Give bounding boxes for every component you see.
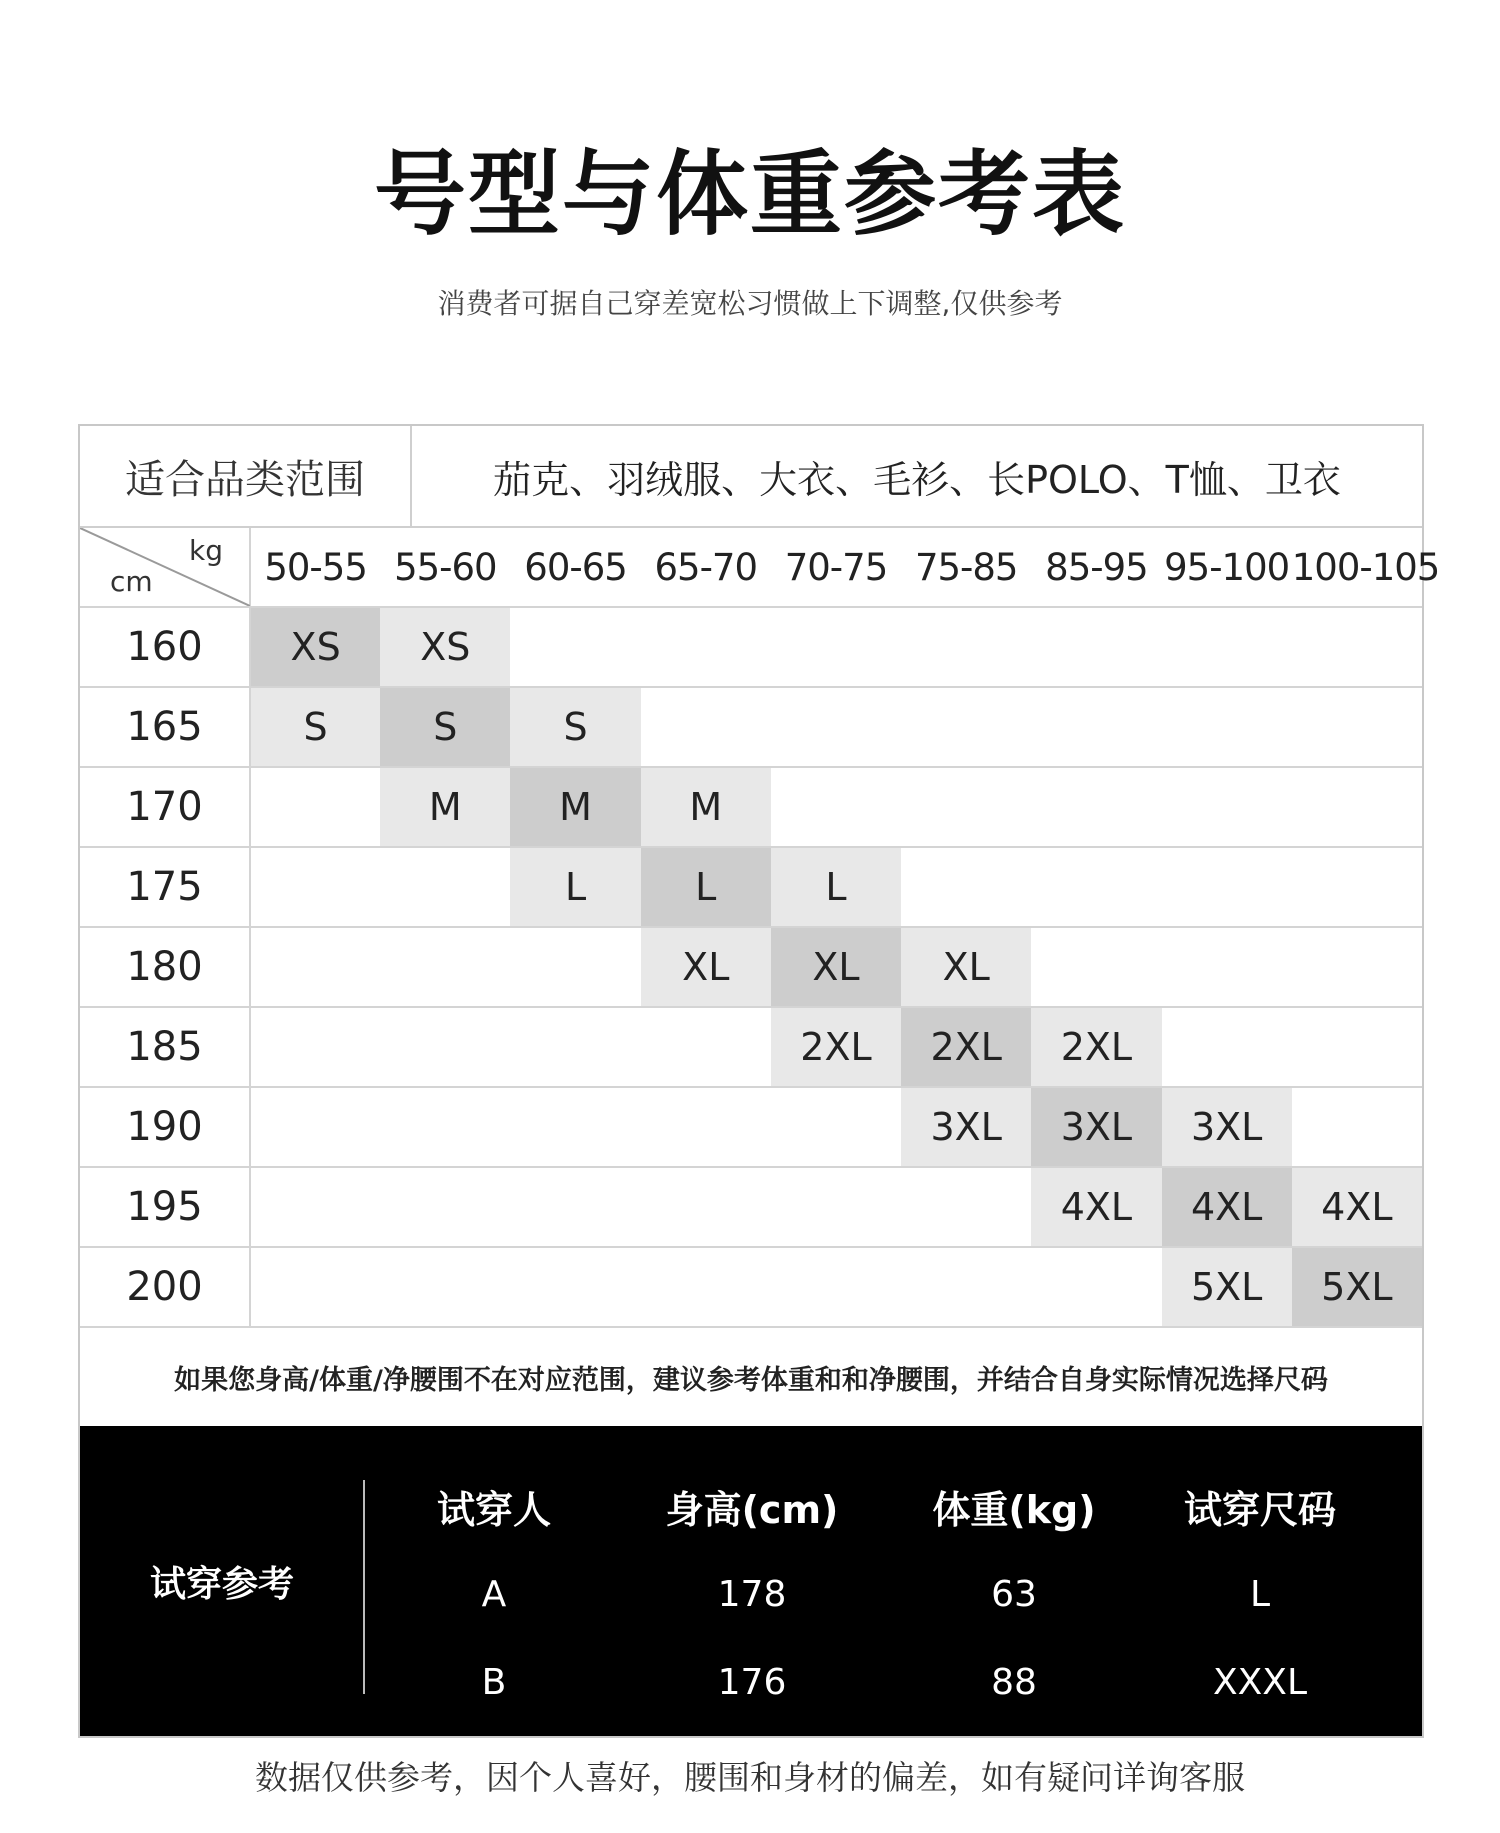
height-unit-label: cm: [110, 565, 153, 598]
empty-cell: [1292, 687, 1422, 767]
category-label: 适合品类范围: [80, 426, 412, 526]
height-label: 200: [80, 1247, 250, 1326]
empty-cell: [1031, 687, 1161, 767]
empty-cell: [380, 927, 510, 1007]
size-chart: [78, 424, 1440, 1738]
empty-cell: [510, 927, 640, 1007]
empty-cell: [771, 767, 901, 847]
tryon-cell: B: [481, 1661, 507, 1703]
empty-cell: [510, 1247, 640, 1326]
size-cell: L: [771, 847, 901, 927]
empty-cell: [1292, 1087, 1422, 1167]
weight-header: 60-65: [510, 528, 640, 607]
empty-cell: [1162, 767, 1292, 847]
weight-header: 100-105: [1292, 528, 1422, 607]
empty-cell: [250, 767, 380, 847]
empty-cell: [901, 687, 1031, 767]
height-row: [80, 767, 1422, 847]
empty-cell: [1031, 767, 1161, 847]
tryon-header-row: [364, 1462, 1422, 1550]
empty-cell: [641, 1087, 771, 1167]
height-label: 160: [80, 607, 250, 687]
empty-cell: [1292, 1007, 1422, 1087]
height-row: [80, 1007, 1422, 1087]
empty-cell: [901, 607, 1031, 687]
tryon-label: 试穿参考: [149, 1563, 294, 1605]
empty-cell: [771, 687, 901, 767]
empty-cell: [771, 607, 901, 687]
empty-cell: [510, 1007, 640, 1087]
empty-cell: [901, 1167, 1031, 1247]
height-row: [80, 1087, 1422, 1167]
size-cell: 3XL: [1162, 1087, 1292, 1167]
weight-header: 55-60: [380, 528, 510, 607]
fit-note: 如果您身高/体重/净腰围不在对应范围，建议参考体重和和净腰围，并结合自身实际情况选择尺码: [80, 1326, 1422, 1426]
empty-cell: [771, 1247, 901, 1326]
tryon-header: 试穿人: [436, 1487, 551, 1532]
empty-cell: [1031, 1247, 1161, 1326]
empty-cell: [1162, 847, 1292, 927]
tryon-reference: [80, 1426, 1422, 1736]
tryon-row: [364, 1550, 1422, 1638]
empty-cell: [771, 1167, 901, 1247]
empty-cell: [250, 927, 380, 1007]
empty-cell: [1162, 607, 1292, 687]
page-title: 号型与体重参考表: [373, 141, 1126, 248]
corner-diagonal: [80, 528, 250, 606]
tryon-cell: A: [481, 1573, 507, 1615]
weight-header-row: [80, 528, 1422, 607]
empty-cell: [1031, 607, 1161, 687]
empty-cell: [250, 1087, 380, 1167]
tryon-cell: 178: [717, 1573, 787, 1615]
size-cell: M: [380, 767, 510, 847]
size-grid: [80, 528, 1440, 1326]
size-cell: 5XL: [1292, 1247, 1422, 1326]
size-cell: XL: [641, 927, 771, 1007]
tryon-cell: XXXL: [1212, 1661, 1308, 1703]
empty-cell: [1162, 687, 1292, 767]
empty-cell: [1292, 927, 1422, 1007]
empty-cell: [250, 1247, 380, 1326]
tryon-cell: 63: [991, 1573, 1037, 1615]
empty-cell: [1162, 927, 1292, 1007]
height-row: [80, 1247, 1422, 1326]
size-cell: M: [641, 767, 771, 847]
height-label: 175: [80, 847, 250, 927]
size-cell: 2XL: [1031, 1007, 1161, 1087]
size-cell: XS: [250, 607, 380, 687]
empty-cell: [380, 847, 510, 927]
height-label: 180: [80, 927, 250, 1007]
height-label: 170: [80, 767, 250, 847]
empty-cell: [250, 1007, 380, 1087]
height-row: [80, 927, 1422, 1007]
weight-header: 70-75: [771, 528, 901, 607]
empty-cell: [641, 1167, 771, 1247]
size-cell: S: [250, 687, 380, 767]
weight-header: 75-85: [901, 528, 1031, 607]
empty-cell: [641, 1007, 771, 1087]
empty-cell: [641, 1247, 771, 1326]
size-cell: 3XL: [901, 1087, 1031, 1167]
tryon-cell: 176: [717, 1661, 787, 1703]
height-row: [80, 1167, 1422, 1247]
tryon-table: [364, 1462, 1422, 1726]
corner-cell: [80, 528, 250, 607]
size-cell: XL: [771, 927, 901, 1007]
tryon-header: 试穿尺码: [1183, 1487, 1336, 1532]
height-label: 185: [80, 1007, 250, 1087]
empty-cell: [641, 687, 771, 767]
footer-note: 数据仅供参考，因个人喜好，腰围和身材的偏差，如有疑问详询客服: [255, 1758, 1245, 1797]
size-cell: L: [641, 847, 771, 927]
weight-unit-label: kg: [189, 534, 223, 567]
empty-cell: [901, 767, 1031, 847]
size-cell: M: [510, 767, 640, 847]
size-cell: S: [510, 687, 640, 767]
empty-cell: [380, 1007, 510, 1087]
size-cell: L: [510, 847, 640, 927]
weight-header: 65-70: [641, 528, 771, 607]
size-cell: XS: [380, 607, 510, 687]
tryon-cell: 88: [991, 1661, 1037, 1703]
height-row: [80, 687, 1422, 767]
tryon-row: [364, 1638, 1422, 1726]
weight-header: 85-95: [1031, 528, 1161, 607]
empty-cell: [901, 847, 1031, 927]
empty-cell: [380, 1247, 510, 1326]
empty-cell: [250, 1167, 380, 1247]
empty-cell: [250, 847, 380, 927]
height-label: 165: [80, 687, 250, 767]
height-label: 195: [80, 1167, 250, 1247]
empty-cell: [771, 1087, 901, 1167]
weight-header: 50-55: [250, 528, 380, 607]
empty-cell: [510, 1167, 640, 1247]
page-subtitle: 消费者可据自己穿差宽松习惯做上下调整,仅供参考: [437, 287, 1063, 320]
category-value: 茄克、羽绒服、大衣、毛衫、长POLO、T恤、卫衣: [493, 457, 1341, 502]
empty-cell: [641, 607, 771, 687]
size-cell: S: [380, 687, 510, 767]
size-cell: 4XL: [1292, 1167, 1422, 1247]
height-row: [80, 607, 1422, 687]
weight-header: 95-100: [1162, 528, 1292, 607]
empty-cell: [1031, 927, 1161, 1007]
empty-cell: [380, 1087, 510, 1167]
tryon-header: 体重(kg): [932, 1487, 1096, 1532]
empty-cell: [510, 607, 640, 687]
size-cell: 4XL: [1031, 1167, 1161, 1247]
tryon-cell: L: [1249, 1573, 1271, 1615]
height-label: 190: [80, 1087, 250, 1167]
size-cell: 4XL: [1162, 1167, 1292, 1247]
empty-cell: [901, 1247, 1031, 1326]
category-row: [80, 426, 1422, 528]
empty-cell: [380, 1167, 510, 1247]
size-cell: 2XL: [901, 1007, 1031, 1087]
empty-cell: [1031, 847, 1161, 927]
size-cell: 3XL: [1031, 1087, 1161, 1167]
tryon-header: 身高(cm): [665, 1487, 839, 1532]
empty-cell: [1292, 847, 1422, 927]
empty-cell: [1292, 607, 1422, 687]
height-row: [80, 847, 1422, 927]
size-cell: XL: [901, 927, 1031, 1007]
empty-cell: [510, 1087, 640, 1167]
size-cell: 2XL: [771, 1007, 901, 1087]
empty-cell: [1162, 1007, 1292, 1087]
empty-cell: [1292, 767, 1422, 847]
size-cell: 5XL: [1162, 1247, 1292, 1326]
